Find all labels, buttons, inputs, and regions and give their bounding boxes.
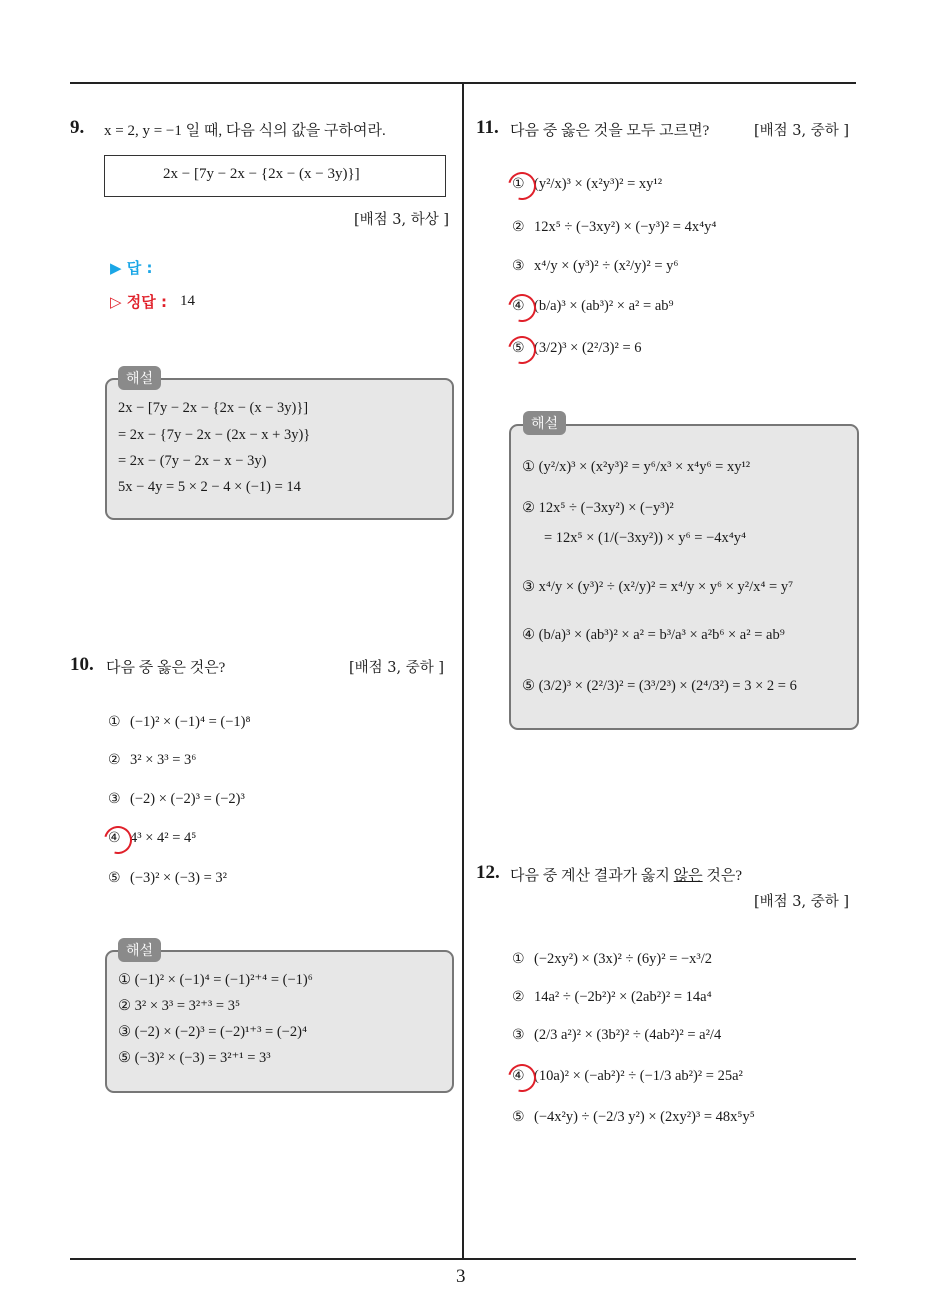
q11-solution-line: ① (y²/x)³ × (x²y³)² = y⁶/x³ × x⁴y⁶ = xy¹² (522, 459, 751, 475)
q9-box-expression: 2x − [7y − 2x − {2x − (x − 3y)}] (163, 166, 360, 182)
q12-number: 12. (476, 862, 500, 883)
option-expression: (−2) × (−2)³ = (−2)³ (130, 791, 245, 807)
option-number: ⑤ (512, 340, 525, 356)
q12-text (510, 864, 742, 885)
q9-solution-tag: 해설 (118, 366, 161, 390)
q11-option-3[interactable] (512, 258, 678, 275)
q9-points: [배점 3, 하상 ] (354, 212, 450, 228)
option-number: ④ (108, 830, 121, 846)
option-number: ① (512, 951, 525, 967)
q11-solution-line: ④ (b/a)³ × (ab³)² × a² = b³/a³ × a²b⁶ × a² = ab⁹ (522, 627, 785, 643)
answer-mark-circle (99, 821, 137, 859)
bottom-rule (70, 1258, 856, 1260)
option-expression: (10a)² × (−ab²)² ÷ (−1/3 ab²)² = 25a² (534, 1068, 743, 1084)
q12-option-5[interactable] (512, 1109, 755, 1126)
q10-option-3[interactable] (108, 791, 245, 808)
q12-option-4[interactable] (512, 1068, 743, 1085)
option-number: ② (512, 989, 525, 1005)
option-number: ④ (512, 298, 525, 314)
option-number: ② (512, 219, 525, 235)
option-expression: 12x⁵ ÷ (−3xy²) × (−y³)² = 4x⁴y⁴ (534, 219, 717, 235)
q11-solution-tag: 해설 (523, 411, 566, 435)
option-number: ④ (512, 1068, 525, 1084)
q9-answer-label: ▶ 답 : (110, 259, 153, 277)
q10-text: 다음 중 옳은 것은? (106, 660, 226, 676)
answer-mark-circle (503, 167, 541, 205)
answer-mark-circle (503, 289, 541, 327)
q12-points: [배점 3, 중하 ] (754, 894, 850, 910)
q9-correct-value: 14 (180, 293, 195, 309)
q10-solution-line: ⑤ (−3)² × (−3) = 3²⁺¹ = 3³ (118, 1050, 271, 1066)
option-number: ③ (512, 1027, 525, 1043)
q12-option-3[interactable] (512, 1027, 721, 1044)
q10-option-1[interactable] (108, 714, 251, 731)
q11-text: 다음 중 옳은 것을 모두 고르면? (510, 123, 710, 139)
q11-solution-line: ② 12x⁵ ÷ (−3xy²) × (−y³)² (522, 500, 674, 516)
option-expression: (−1)² × (−1)⁴ = (−1)⁸ (130, 714, 251, 730)
option-expression: (−4x²y) ÷ (−2/3 y²) × (2xy²)³ = 48x⁵y⁵ (534, 1109, 755, 1125)
q12-text-start: 다음 중 계산 결과가 옳지 (510, 868, 674, 884)
option-expression: 4³ × 4² = 4⁵ (130, 830, 197, 846)
q10-number: 10. (70, 654, 94, 675)
option-number: ③ (108, 791, 121, 807)
q11-solution-line: ⑤ (3/2)³ × (2²/3)² = (3³/2³) × (2⁴/3²) = 3 × 2 = 6 (522, 678, 797, 694)
option-expression: (−3)² × (−3) = 3² (130, 870, 227, 886)
q10-solution-line: ③ (−2) × (−2)³ = (−2)¹⁺³ = (−2)⁴ (118, 1024, 307, 1040)
q9-solution-line: 2x − [7y − 2x − {2x − (x − 3y)}] (118, 400, 309, 416)
option-number: ① (512, 176, 525, 192)
q11-points: [배점 3, 중하 ] (754, 123, 850, 139)
option-expression: (b/a)³ × (ab³)² × a² = ab⁹ (534, 298, 674, 314)
q12-option-2[interactable] (512, 989, 712, 1006)
option-expression: (2/3 a²)² × (3b²)² ÷ (4ab²)² = a²/4 (534, 1027, 722, 1043)
q12-text-end: 것은? (702, 868, 743, 884)
option-number: ① (108, 714, 121, 730)
q9-text: x = 2, y = −1 일 때, 다음 식의 값을 구하여라. (104, 123, 386, 139)
q10-solution-line: ① (−1)² × (−1)⁴ = (−1)²⁺⁴ = (−1)⁶ (118, 972, 313, 988)
q10-points: [배점 3, 중하 ] (349, 660, 445, 676)
q11-solution-line: ③ x⁴/y × (y³)² ÷ (x²/y)² = x⁴/y × y⁶ × y²/x⁴ = y⁷ (522, 579, 794, 595)
option-number: ③ (512, 258, 525, 274)
q11-solution-line: = 12x⁵ × (1/(−3xy²)) × y⁶ = −4x⁴y⁴ (544, 530, 747, 546)
q10-solution-tag: 해설 (118, 938, 161, 962)
q11-number: 11. (476, 117, 499, 138)
answer-mark-circle (503, 331, 541, 369)
option-expression: (y²/x)³ × (x²y³)² = xy¹² (534, 176, 663, 192)
q12-text-underlined: 않은 (673, 868, 703, 884)
q9-solution-line: = 2x − (7y − 2x − x − 3y) (118, 453, 267, 469)
q9-solution-line: 5x − 4y = 5 × 2 − 4 × (−1) = 14 (118, 479, 301, 495)
answer-mark-circle (503, 1059, 541, 1097)
option-number: ⑤ (108, 870, 121, 886)
q12-option-1[interactable] (512, 951, 712, 968)
q9-solution-line: = 2x − {7y − 2x − (2x − x + 3y)} (118, 427, 311, 443)
column-divider (462, 83, 464, 1259)
page-number: 3 (456, 1266, 466, 1287)
option-expression: 14a² ÷ (−2b²)² × (2ab²)² = 14a⁴ (534, 989, 712, 1005)
q10-option-2[interactable] (108, 752, 196, 769)
option-number: ② (108, 752, 121, 768)
option-expression: (−2xy²) × (3x)² ÷ (6y)² = −x³/2 (534, 951, 713, 967)
q10-solution-line: ② 3² × 3³ = 3²⁺³ = 3⁵ (118, 998, 241, 1014)
q11-option-2[interactable] (512, 219, 716, 236)
q10-option-5[interactable] (108, 870, 227, 887)
option-number: ⑤ (512, 1109, 525, 1125)
q9-correct-label: ▷ 정답 : (110, 293, 167, 311)
option-expression: (3/2)³ × (2²/3)² = 6 (534, 340, 642, 356)
option-expression: 3² × 3³ = 3⁶ (130, 752, 197, 768)
option-expression: x⁴/y × (y³)² ÷ (x²/y)² = y⁶ (534, 258, 679, 274)
q9-number: 9. (70, 117, 85, 138)
